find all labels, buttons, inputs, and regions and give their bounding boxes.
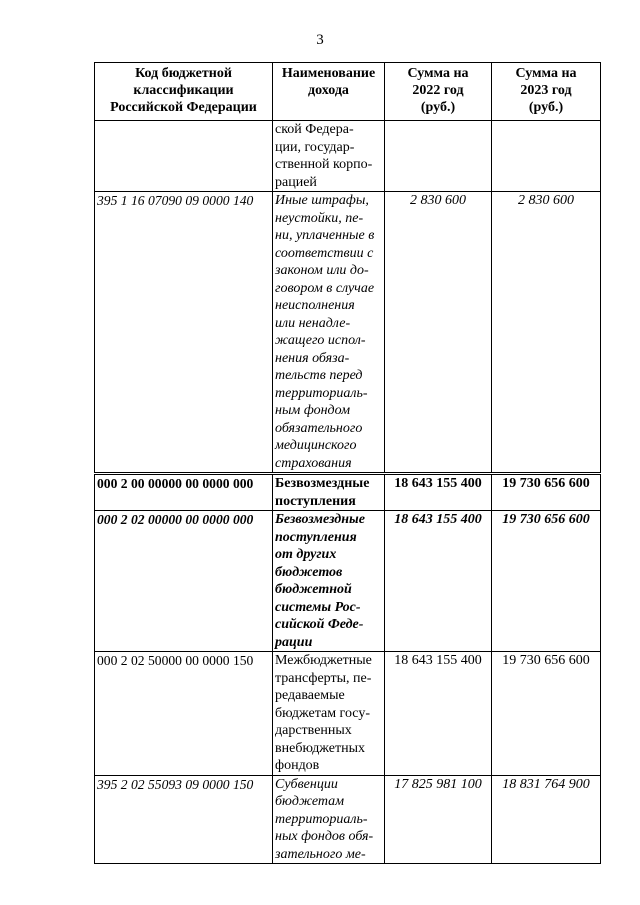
amount-2022-cell: 18 643 155 400 xyxy=(385,652,492,776)
header-amount-2022 xyxy=(385,63,492,121)
revenue-name-line: внебюджетных xyxy=(275,740,366,756)
header-amount-2023 xyxy=(492,63,601,121)
revenue-name-line: Безвозмездные xyxy=(275,512,365,527)
amount-2022-cell: 18 643 155 400 xyxy=(385,474,492,511)
table-header xyxy=(95,63,601,121)
revenue-name-line: Безвозмездные xyxy=(275,476,370,491)
revenue-name-line: зательного ме- xyxy=(275,846,366,862)
amount-2022-cell: 2 830 600 xyxy=(385,192,492,474)
revenue-name-line: от других xyxy=(275,547,337,562)
revenue-name-line: тельств перед xyxy=(275,368,363,383)
header-line: дохода xyxy=(308,83,349,98)
amount-2023-cell xyxy=(492,121,601,192)
budget-code-cell: 000 2 02 50000 00 0000 150 xyxy=(95,652,273,776)
header-line: (руб.) xyxy=(528,100,564,115)
budget-revenue-table xyxy=(94,62,601,864)
table-row xyxy=(95,192,601,474)
revenue-name-line: обязательного xyxy=(275,420,363,436)
revenue-name-line: рацией xyxy=(275,174,317,190)
page-number: 3 xyxy=(316,32,324,48)
revenue-name-line: системы Рос- xyxy=(275,599,361,615)
amount-2023-cell: 2 830 600 xyxy=(492,192,601,474)
revenue-name-line: ции, государ- xyxy=(275,139,355,155)
budget-code-cell: 000 2 02 00000 00 0000 000 xyxy=(95,511,273,652)
revenue-name-cell xyxy=(273,775,385,864)
header-line: Российской Федерации xyxy=(110,100,257,115)
header-row xyxy=(95,63,601,121)
header-line: 2022 год xyxy=(412,83,464,98)
amount-2023-cell: 19 730 656 600 xyxy=(492,511,601,652)
budget-code-cell xyxy=(95,121,273,192)
revenue-name-line: страхования xyxy=(275,455,352,471)
revenue-name-line: ных фондов обя- xyxy=(275,829,374,844)
budget-code-cell: 395 1 16 07090 09 0000 140 xyxy=(95,192,273,474)
revenue-name-cell xyxy=(273,474,385,511)
revenue-name-line: жащего испол- xyxy=(275,333,366,348)
revenue-name-line: фондов xyxy=(275,758,320,773)
revenue-name-cell xyxy=(273,652,385,776)
revenue-name-cell xyxy=(273,192,385,474)
header-line: классификации xyxy=(133,83,234,98)
table-row xyxy=(95,775,601,864)
revenue-name-line: сийской Феде- xyxy=(275,617,364,632)
amount-2023-cell: 18 831 764 900 xyxy=(492,775,601,864)
amount-2022-cell: 17 825 981 100 xyxy=(385,775,492,864)
header-line: Сумма на xyxy=(407,66,469,81)
amount-2022-cell xyxy=(385,121,492,192)
header-line: Код бюджетной xyxy=(135,66,232,81)
revenue-name-line: неустойки, пе- xyxy=(275,210,364,226)
amount-2023-cell: 19 730 656 600 xyxy=(492,474,601,511)
revenue-name-line: территориаль- xyxy=(275,385,368,401)
revenue-name-line: территориаль- xyxy=(275,811,368,827)
revenue-name-line: ным фондом xyxy=(275,403,351,418)
revenue-name-line: медицинского xyxy=(275,438,357,453)
revenue-name-line: поступления xyxy=(275,529,357,545)
amount-2023-cell: 19 730 656 600 xyxy=(492,652,601,776)
revenue-name-line: или ненадле- xyxy=(275,315,351,331)
revenue-name-line: законом или до- xyxy=(275,263,369,278)
header-line: (руб.) xyxy=(420,100,456,115)
revenue-name-line: бюджетам xyxy=(275,794,345,809)
budget-code-cell: 000 2 00 00000 00 0000 000 xyxy=(95,474,273,511)
revenue-name-line: неисполнения xyxy=(275,298,355,313)
revenue-name-line: бюджетной xyxy=(275,582,352,597)
revenue-name-line: рации xyxy=(275,634,313,650)
header-line: 2023 год xyxy=(520,83,572,98)
revenue-name-line: трансферты, пе- xyxy=(275,670,372,686)
revenue-name-line: Субвенции xyxy=(275,776,338,792)
header-budget-code xyxy=(95,63,273,121)
table-body xyxy=(95,121,601,864)
revenue-name-cell xyxy=(273,121,385,192)
revenue-name-line: бюджетам госу- xyxy=(275,705,370,721)
revenue-name-line: ни, уплаченные в xyxy=(275,228,375,243)
revenue-name-cell xyxy=(273,511,385,652)
revenue-name-line: ственной корпо- xyxy=(275,157,373,172)
header-revenue-name xyxy=(273,63,385,121)
table-row xyxy=(95,511,601,652)
budget-code-cell: 395 2 02 55093 09 0000 150 xyxy=(95,775,273,864)
amount-2022-cell: 18 643 155 400 xyxy=(385,511,492,652)
revenue-name-line: ской Федера- xyxy=(275,122,354,137)
revenue-name-line: Иные штрафы, xyxy=(275,193,369,208)
revenue-name-line: соответствии с xyxy=(275,245,374,261)
revenue-name-line: поступления xyxy=(275,493,356,509)
revenue-name-line: Межбюджетные xyxy=(275,653,372,668)
revenue-name-line: редаваемые xyxy=(275,688,345,703)
header-line: Наименование xyxy=(281,66,376,81)
table-row xyxy=(95,121,601,192)
revenue-name-line: говором в случае xyxy=(275,280,375,296)
table-row xyxy=(95,652,601,776)
table-row xyxy=(95,474,601,511)
revenue-name-line: бюджетов xyxy=(275,564,343,580)
header-line: Сумма на xyxy=(515,66,577,81)
revenue-name-line: дарственных xyxy=(275,723,352,738)
revenue-name-line: нения обяза- xyxy=(275,350,350,366)
